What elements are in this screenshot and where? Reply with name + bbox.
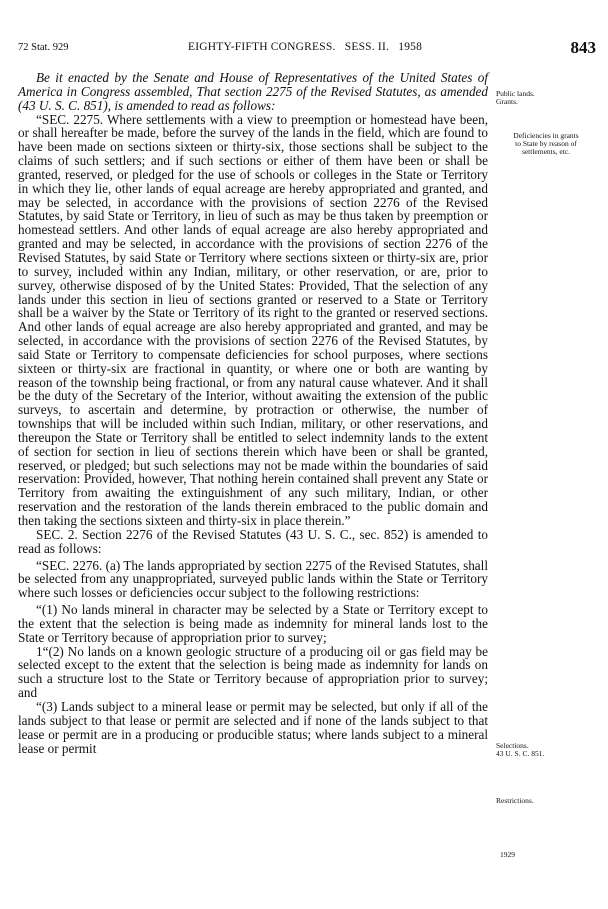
running-title: EIGHTY-FIFTH CONGRESS. SESS. II. 1958 — [188, 41, 423, 53]
statute-body — [18, 71, 488, 755]
page-number: 843 — [570, 38, 596, 57]
margin-note-deficiencies: Deficiencies in grants to State by reason of settlements, etc. — [513, 131, 579, 156]
margin-note-public-lands: Public lands. Grants. — [496, 89, 535, 106]
restriction-3: “(3) Lands subject to a mineral lease or permit may be selected, but only if all of the lands subject to that lease or permit are selected and if none of the lands subject to that lease or permit are in a producing or producible status; where lands subject to a mineral lease or permit — [18, 698, 488, 756]
margin-note-page-marker: 1929 — [500, 850, 515, 859]
margin-note-restrictions: Restrictions. — [496, 796, 534, 805]
section-2276-text: “SEC. 2276. (a) The lands appropriated by section 2275 of the Revised Statutes, shall be selected from any unappropriated, surveyed public lands within the State or Territory where such losses or deficiencies occur subject to the following restrictions: — [18, 557, 488, 601]
running-header — [18, 40, 596, 60]
enacting-clause: Be it enacted by the Senate and House of Representatives of the United States of America in Congress assembled, That section 2275 of the Revised Statutes, as amended (43 U. S. C. 851), is amended to read as follows: — [18, 70, 488, 113]
section-2-text: SEC. 2. Section 2276 of the Revised Statutes (43 U. S. C., sec. 852) is amended to read as follows: — [18, 526, 488, 556]
stat-reference: 72 Stat. 929 — [18, 42, 69, 53]
restriction-2: 1“(2) No lands on a known geologic structure of a producing oil or gas field may be selected except to the extent that the selection is being made as indemnity for lands on such a structure lost to the State or Territory because of appropriation prior to survey; and — [18, 643, 488, 701]
restriction-1: “(1) No lands mineral in character may be selected by a State or Territory except to the extent that the selection is being made as indemnity for mineral lands lost to the State or Territory because of appropriation prior to survey; — [18, 602, 488, 645]
margin-note-selections: Selections. 43 U. S. C. 851. — [496, 741, 545, 758]
section-2275-text: “SEC. 2275. Where settlements with a view to preemption or homestead have been, or shall hereafter be made, before the survey of the lands in the field, which are found to have been made on sections sixteen or thirty-six, those sections shall be subject to the claims of such settlers; and if such sections or either of them have been or shall be granted, reserved, or pledged for the use of schools or colleges in the State or Territory in which they lie, other lands of equal acreage are hereby appropriated and granted, and may be selected, in accordance with the provisions of section 2276 of the Revised Statutes, by said State or Territory, in lieu of such as may be thus taken by preemption or homestead settlers. And other lands of equal acreage are also hereby appropriated and granted and may be selected, in accordance with the provisions of section 2276 of the Revised Statutes, by said State or Territory where sections sixteen or thirty-six are, prior to survey, included within any Indian, military, or other reservation, or are, prior to survey, otherwise disposed of by the United States: Provided, That the selection of any lands under this section in lieu of sections granted or reserved to a State or Territory shall be a waiver by the State or Territory of its right to the granted or reserved sections. And other lands of equal acreage are also hereby appropriated and granted, and may be selected, in accordance with the provisions of section 2276 of the Revised Statutes, by said State or Territory to compensate deficiencies for school purposes, where sections sixteen or thirty-six are fractional in quantity, or where one or both are wanting by reason of the township being fractional, or from any natural cause whatever. And it shall be the duty of the Secretary of the Interior, without awaiting the extension of the public surveys, to ascertain and determine, by protraction or otherwise, the number of townships that will be included within such Indian, military, or other reservations, and thereupon the State or Territory shall be entitled to select indemnity lands to the extent of section for section in lieu of sections therein which have been or shall be granted, reserved, or pledged; but such selections may not be made within the boundaries of said reservation: Provided, however, That nothing herein contained shall prevent any State or Territory from awaiting the extinguishment of any such military, Indian, or other reservation and the restoration of the lands therein embraced to the public domain and then taking the sections sixteen and thirty-six in place therein.” — [18, 111, 488, 528]
